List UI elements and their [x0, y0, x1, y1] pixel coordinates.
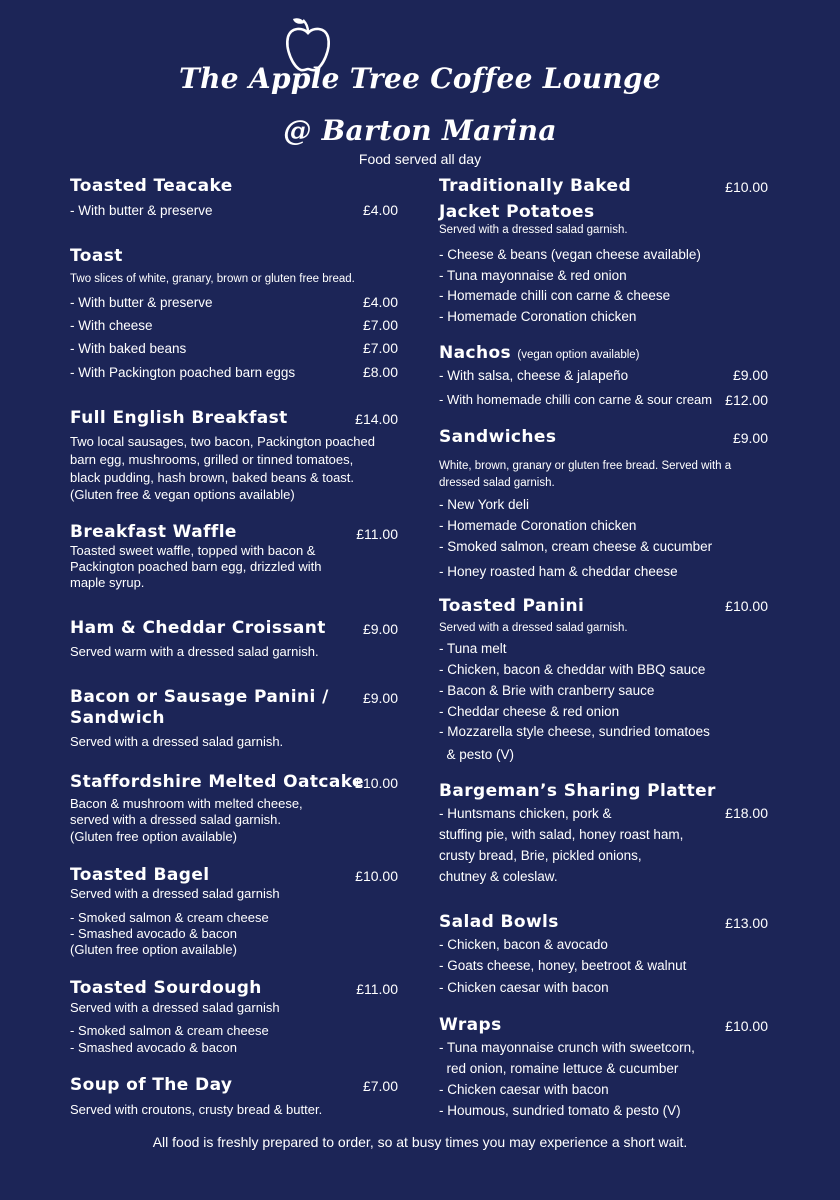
item-title-wraps: Wraps: [439, 1015, 502, 1035]
toast-option: - With cheese: [70, 318, 153, 333]
price-sourdough: £11.00: [356, 981, 398, 997]
soup-desc: Served with croutons, crusty bread & butter.: [70, 1102, 323, 1117]
item-title-croissant: Ham & Cheddar Croissant: [70, 618, 326, 638]
salad-option: - Goats cheese, honey, beetroot & walnut: [439, 958, 687, 973]
bacon-panini-desc: Served with a dressed salad garnish.: [70, 734, 284, 749]
bagel-option: - Smoked salmon & cream cheese: [70, 910, 269, 925]
price-salad: £13.00: [725, 915, 768, 931]
price-teacake: £4.00: [362, 202, 398, 218]
wrap-option: - Tuna mayonnaise crunch with sweetcorn,: [439, 1040, 695, 1055]
toast-price: £7.00: [362, 340, 398, 356]
item-title-bacon-panini: Bacon or Sausage Panini /: [70, 687, 329, 707]
item-title-toasted-sourdough: Toasted Sourdough: [70, 978, 262, 998]
price-bacon-panini: £9.00: [362, 690, 398, 706]
croissant-desc: Served warm with a dressed salad garnish.: [70, 644, 319, 659]
nachos-price: £12.00: [725, 392, 768, 408]
oatcake-desc-line: (Gluten free option available): [70, 829, 237, 844]
item-title-jacket-potatoes: Traditionally Baked: [439, 176, 632, 196]
footer-note: All food is freshly prepared to order, so at busy times you may experience a short wait.: [152, 1134, 688, 1150]
item-title-toast: Toast: [70, 246, 123, 266]
toast-price: £8.00: [362, 364, 398, 380]
panini-option: - Mozzarella style cheese, sundried tomatoes: [439, 724, 710, 739]
panini-option: - Bacon & Brie with cranberry sauce: [439, 683, 655, 698]
platter-desc-line: - Huntsmans chicken, pork &: [439, 806, 612, 821]
price-waffle: £11.00: [356, 526, 398, 542]
waffle-desc-line: Packington poached barn egg, drizzled with: [70, 559, 322, 574]
item-title-full-english: Full English Breakfast: [70, 408, 288, 428]
bagel-desc: Served with a dressed salad garnish: [70, 886, 280, 901]
english-desc-line: Two local sausages, two bacon, Packington poached: [70, 434, 375, 449]
panini-option-continued: & pesto (V): [439, 747, 515, 762]
price-sandwiches: £9.00: [732, 430, 768, 446]
salad-option: - Chicken caesar with bacon: [439, 980, 609, 995]
bagel-option: - Smashed avocado & bacon: [70, 926, 237, 941]
item-title-nachos: [439, 343, 640, 363]
item-title-toasted-bagel: Toasted Bagel: [70, 865, 210, 885]
waffle-desc-line: Toasted sweet waffle, topped with bacon &: [70, 543, 316, 558]
wrap-option: - Houmous, sundried tomato & pesto (V): [439, 1103, 681, 1118]
english-desc-line: (Gluten free & vegan options available): [70, 487, 295, 502]
price-jacket: £10.00: [725, 179, 768, 195]
item-title-bacon-panini-line2: Sandwich: [70, 708, 165, 728]
toast-price: £7.00: [362, 317, 398, 333]
sandwich-option: - Honey roasted ham & cheddar cheese: [439, 564, 678, 579]
nachos-name: Nachos: [439, 343, 512, 363]
wrap-option: - Chicken caesar with bacon: [439, 1082, 609, 1097]
jacket-option: - Homemade chilli con carne & cheese: [439, 288, 671, 303]
english-desc-line: black pudding, hash brown, baked beans & toast.: [70, 470, 355, 485]
item-title-soup: Soup of The Day: [70, 1075, 233, 1095]
toast-price: £4.00: [362, 294, 398, 310]
item-title-breakfast-waffle: Breakfast Waffle: [70, 522, 237, 542]
platter-desc-line: crusty bread, Brie, pickled onions,: [439, 848, 642, 863]
panini-option: - Cheddar cheese & red onion: [439, 704, 620, 719]
toast-option: - With baked beans: [70, 341, 187, 356]
title-line-1: The Apple Tree Coffee Lounge: [178, 62, 662, 95]
waffle-desc-line: maple syrup.: [70, 575, 145, 590]
nachos-option: - With homemade chilli con carne & sour cream: [439, 392, 713, 407]
oatcake-desc-line: Bacon & mushroom with melted cheese,: [70, 796, 303, 811]
price-croissant: £9.00: [362, 621, 398, 637]
price-full-english: £14.00: [355, 411, 398, 427]
item-title-toasted-panini: Toasted Panini: [439, 596, 585, 616]
platter-desc-line: stuffing pie, with salad, honey roast ham,: [439, 827, 684, 842]
nachos-price: £9.00: [732, 367, 768, 383]
sandwich-option: - New York deli: [439, 497, 530, 512]
panini-desc: Served with a dressed salad garnish.: [439, 622, 628, 634]
toast-description: Two slices of white, granary, brown or gluten free bread.: [70, 273, 355, 285]
title-line-2: @ Barton Marina: [283, 114, 557, 147]
item-title-sandwiches: Sandwiches: [439, 427, 557, 447]
subtitle: Food served all day: [358, 151, 482, 167]
price-bagel: £10.00: [355, 868, 398, 884]
price-wraps: £10.00: [725, 1018, 768, 1034]
jacket-desc: Served with a dressed salad garnish.: [439, 224, 628, 236]
item-title-sharing-platter: Bargeman’s Sharing Platter: [439, 781, 716, 801]
jacket-option: - Homemade Coronation chicken: [439, 309, 637, 324]
item-title-salad-bowls: Salad Bowls: [439, 912, 559, 932]
sandwiches-desc-line: White, brown, granary or gluten free bread. Served with a: [439, 460, 732, 472]
item-title-jacket-potatoes-line2: Jacket Potatoes: [439, 202, 595, 222]
salad-option: - Chicken, bacon & avocado: [439, 937, 608, 952]
nachos-option: - With salsa, cheese & jalapeño: [439, 368, 629, 383]
item-title-toasted-teacake: Toasted Teacake: [70, 176, 233, 196]
price-oatcake: £10.00: [355, 775, 398, 791]
nachos-note: (vegan option available): [517, 349, 640, 361]
price-platter: £18.00: [725, 805, 768, 821]
jacket-option: - Tuna mayonnaise & red onion: [439, 268, 627, 283]
sourdough-desc: Served with a dressed salad garnish: [70, 1000, 280, 1015]
bagel-note: (Gluten free option available): [70, 942, 237, 957]
panini-option: - Tuna melt: [439, 641, 507, 656]
jacket-option: - Cheese & beans (vegan cheese available): [439, 247, 701, 262]
toast-option: - With butter & preserve: [70, 295, 213, 310]
price-soup: £7.00: [362, 1078, 398, 1094]
platter-desc-line: chutney & coleslaw.: [439, 869, 558, 884]
item-title-oatcake: Staffordshire Melted Oatcake: [70, 772, 364, 792]
sourdough-option: - Smoked salmon & cream cheese: [70, 1023, 269, 1038]
panini-option: - Chicken, bacon & cheddar with BBQ sauce: [439, 662, 706, 677]
teacake-option: - With butter & preserve: [70, 203, 213, 218]
wrap-option-continued: red onion, romaine lettuce & cucumber: [439, 1061, 679, 1076]
price-toasted-panini: £10.00: [725, 598, 768, 614]
sandwich-option: - Homemade Coronation chicken: [439, 518, 637, 533]
oatcake-desc-line: served with a dressed salad garnish.: [70, 812, 282, 827]
sourdough-option: - Smashed avocado & bacon: [70, 1040, 237, 1055]
toast-option: - With Packington poached barn eggs: [70, 365, 296, 380]
english-desc-line: barn egg, mushrooms, grilled or tinned tomatoes,: [70, 452, 354, 467]
sandwiches-desc-line: dressed salad garnish.: [439, 477, 555, 489]
sandwich-option: - Smoked salmon, cream cheese & cucumber: [439, 539, 713, 554]
